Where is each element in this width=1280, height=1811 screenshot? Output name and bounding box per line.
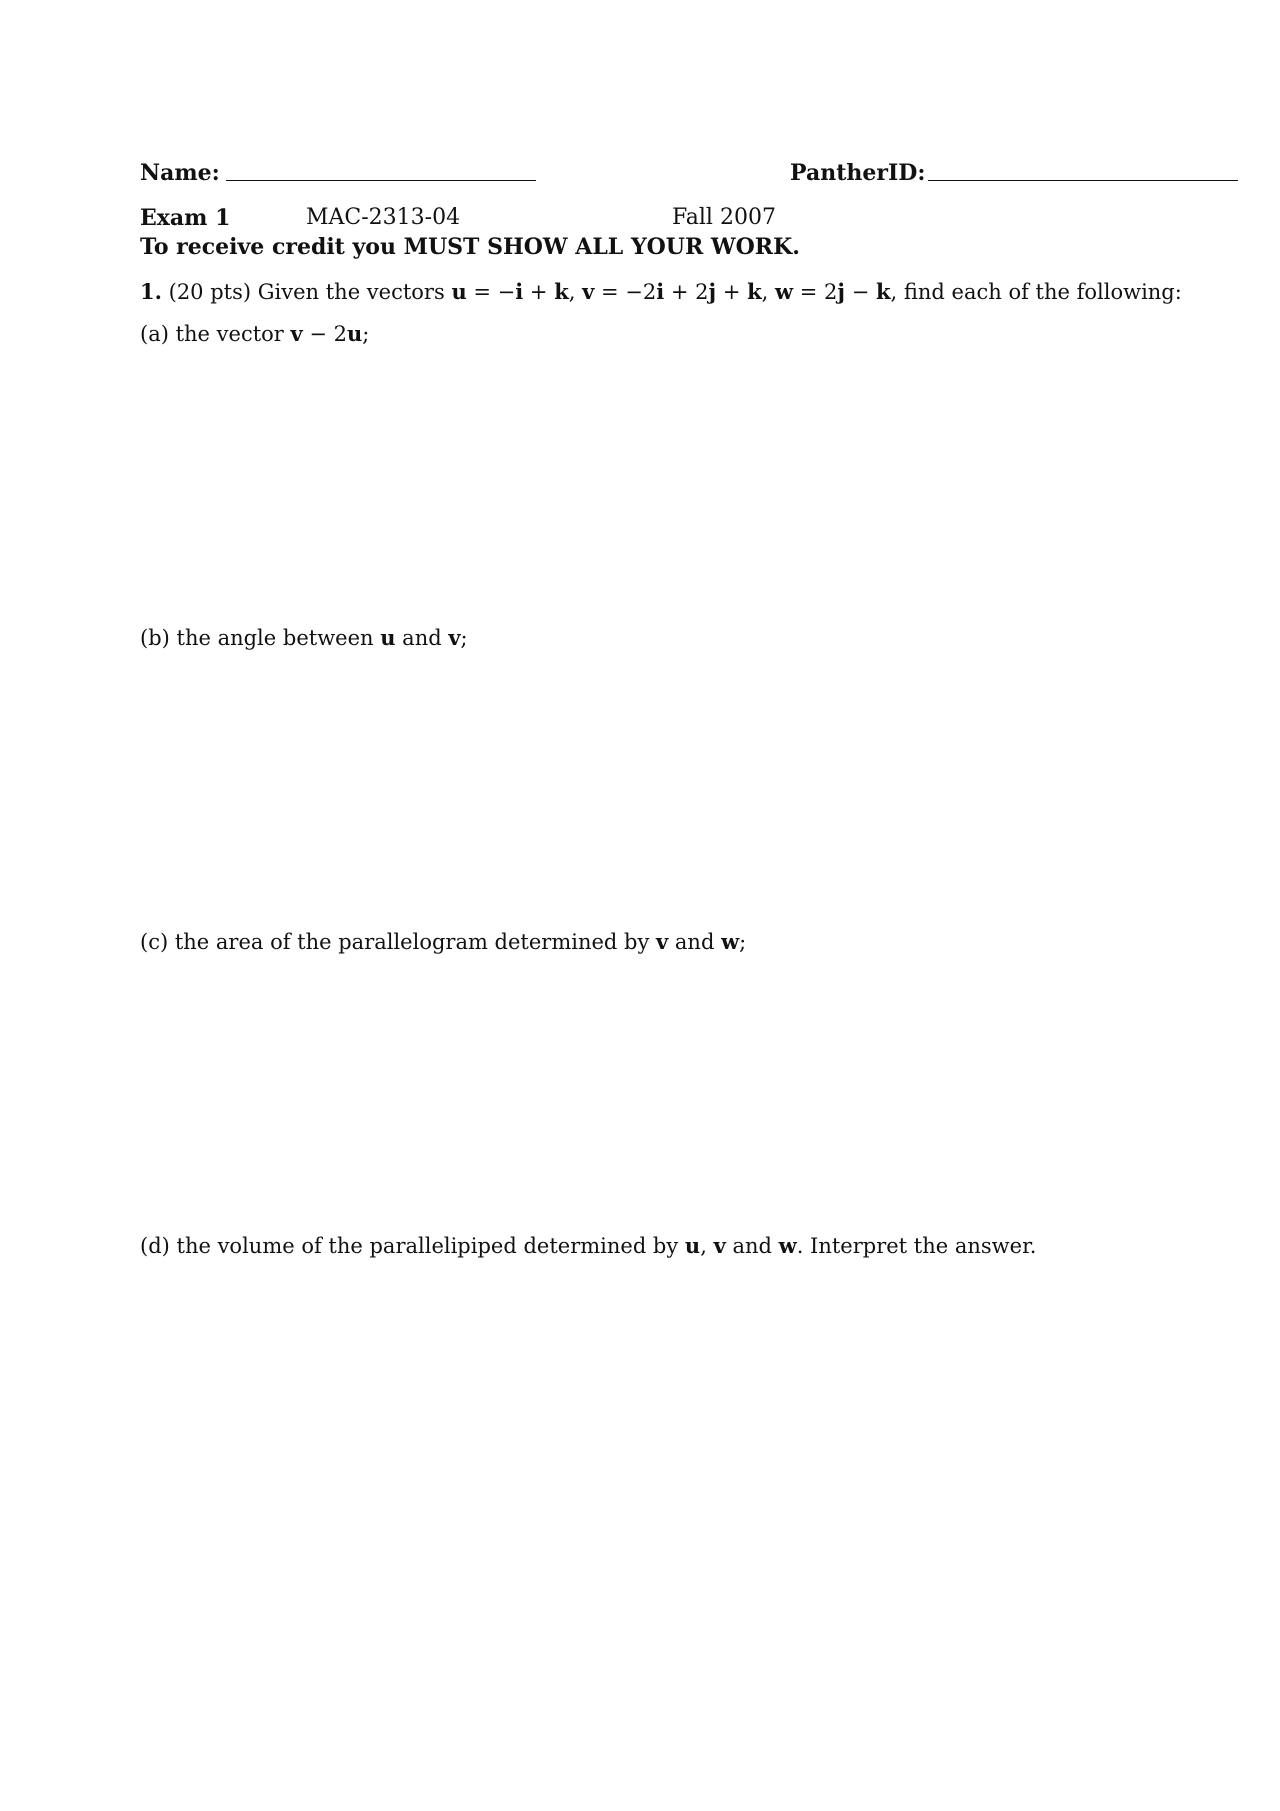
- punctuation: ;: [739, 930, 747, 954]
- unit-k: k: [875, 279, 891, 304]
- vector-u-symbol: u: [347, 321, 363, 346]
- problem-number: 1.: [140, 279, 162, 304]
- part-a-prompt: [140, 321, 369, 346]
- vector-v-def: = −2: [594, 280, 657, 304]
- vector-v-symbol: v: [290, 321, 303, 346]
- vector-u-def: = −: [466, 280, 516, 304]
- vector-u-symbol: u: [451, 279, 467, 304]
- exam-title: Exam 1: [140, 205, 231, 231]
- vector-v-symbol: v: [582, 279, 595, 304]
- op-minus: −: [845, 280, 876, 304]
- part-d-prompt: [140, 1233, 1037, 1258]
- vector-w-symbol: w: [778, 1233, 797, 1258]
- part-a-operator: − 2: [302, 322, 348, 346]
- punctuation: ;: [460, 626, 468, 650]
- comma: ,: [700, 1234, 714, 1258]
- part-a-text: (a) the vector: [140, 322, 291, 346]
- part-d-tail: . Interpret the answer.: [796, 1234, 1037, 1258]
- op-plus: +: [523, 280, 555, 304]
- problem-tail: , find each of the following:: [890, 280, 1182, 304]
- conjunction: and: [725, 1234, 779, 1258]
- vector-v-symbol: v: [448, 625, 461, 650]
- conjunction: and: [668, 930, 722, 954]
- vector-v-symbol: v: [656, 929, 669, 954]
- op-plus: + 2: [664, 280, 709, 304]
- unit-k: k: [554, 279, 569, 304]
- course-code: MAC-2313-04: [306, 205, 461, 230]
- part-c-text: (c) the area of the parallelogram determined by: [140, 930, 657, 954]
- vector-u-symbol: u: [684, 1233, 701, 1258]
- problem-points: (20 pts) Given the vectors: [168, 280, 445, 304]
- panther-id-label: PantherID:: [790, 160, 926, 186]
- problem-1-statement: [140, 279, 1182, 304]
- part-c-work-area[interactable]: [140, 960, 1140, 1220]
- exam-term: Fall 2007: [672, 205, 776, 230]
- unit-j: j: [708, 279, 717, 304]
- name-label: Name:: [140, 160, 220, 186]
- comma: ,: [761, 280, 776, 304]
- part-c-prompt: [140, 929, 746, 954]
- unit-i: i: [515, 279, 524, 304]
- part-b-prompt: [140, 625, 468, 650]
- vector-w-symbol: w: [721, 929, 740, 954]
- vector-w-symbol: w: [775, 279, 794, 304]
- conjunction: and: [395, 626, 449, 650]
- vector-w-def: = 2: [793, 280, 838, 304]
- unit-j: j: [837, 279, 846, 304]
- panther-id-field-line[interactable]: [928, 180, 1238, 181]
- part-b-work-area[interactable]: [140, 655, 1140, 915]
- part-a-work-area[interactable]: [140, 350, 1140, 610]
- punctuation: ;: [362, 322, 370, 346]
- name-field-line[interactable]: [226, 180, 536, 181]
- op-plus: +: [716, 280, 748, 304]
- part-d-work-area[interactable]: [140, 1265, 1140, 1745]
- unit-i: i: [656, 279, 665, 304]
- unit-k: k: [747, 279, 762, 304]
- part-b-text: (b) the angle between: [140, 626, 381, 650]
- vector-v-symbol: v: [713, 1233, 726, 1258]
- vector-u-symbol: u: [380, 625, 396, 650]
- instruction-text: To receive credit you MUST SHOW ALL YOUR WORK.: [140, 234, 800, 260]
- comma: ,: [568, 280, 583, 304]
- part-d-text: (d) the volume of the parallelipiped determined by: [140, 1234, 685, 1258]
